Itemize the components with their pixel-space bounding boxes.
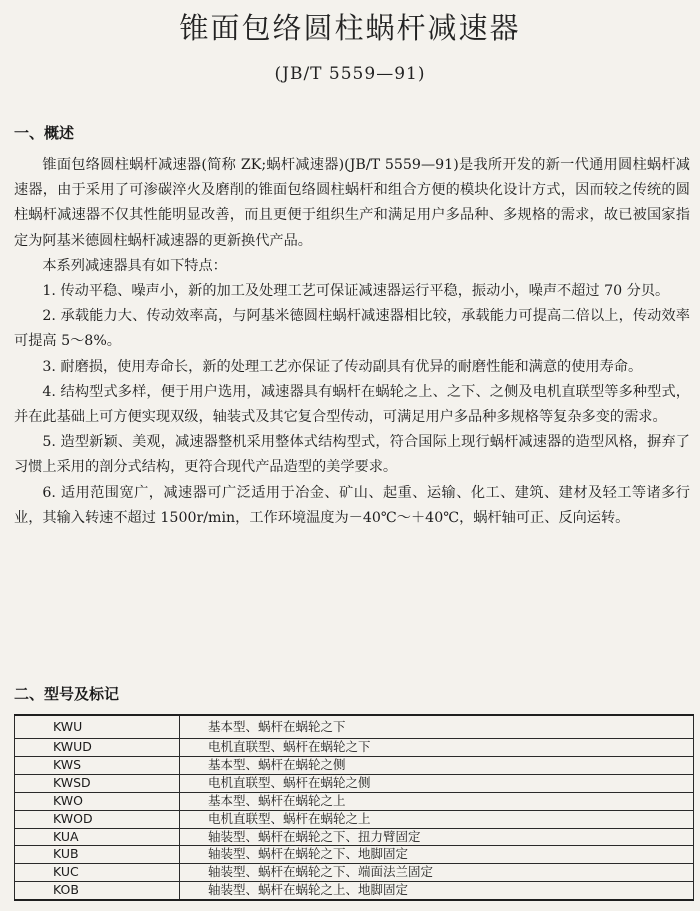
model-description-cell: 轴装型、蜗杆在蜗轮之下、端面法兰固定 [180,864,694,882]
model-code-cell: KUC [15,864,180,882]
model-code-cell: KWU [15,715,180,739]
model-code-cell: KWS [15,756,180,774]
paragraph-feature-3: 3. 耐磨损，使用寿命长，新的处理工艺亦保证了传动副具有优异的耐磨性能和满意的使用寿命。 [42,358,643,375]
table-row [15,882,694,900]
paragraph-feature-5: 5. 造型新颖、美观，减速器整机采用整体式结构型式，符合国际上现行蜗杆减速器的造型风格，摒弃了习惯上采用的剖分式结构，更符合现代产品造型的美学要求。 [14,434,690,476]
model-description-cell: 基本型、蜗杆在蜗轮之侧 [180,756,694,774]
paragraph-intro: 锥面包络圆柱蜗杆减速器(简称 ZK;蜗杆减速器)(JB/T 5559—91)是我所开发的新一代通用圆柱蜗杆减速器，由于采用了可渗碳淬火及磨削的锥面包络圆柱蜗杆和组合方便的模块化设计方式，因而较之传统的圆柱蜗杆减速器不仅其性能明显改善，而且更便于组织生产和满足用户多品种、多规格的需求，故已被国家指定为阿基米德圆柱蜗杆减速器的更新换代产品。 [14,157,690,249]
model-code-table [14,714,694,901]
paragraph-feature-2: 2. 承载能力大、传动效率高，与阿基米德圆柱蜗杆减速器相比较，承载能力可提高二倍以上，传动效率可提高 5～8%。 [14,308,690,350]
model-code-cell: KUA [15,828,180,846]
table-row [15,774,694,792]
model-description-cell: 轴装型、蜗杆在蜗轮之下、地脚固定 [180,846,694,864]
section-heading-model-marking: 二、型号及标记 [14,685,120,703]
document-subtitle: (JB/T 5559—91) [274,64,426,84]
model-description-cell: 电机直联型、蜗杆在蜗轮之上 [180,810,694,828]
paragraph-feature-4: 4. 结构型式多样，便于用户选用，减速器具有蜗杆在蜗轮之上、之下、之侧及电机直联型等多种型式，并在此基础上可方便实现双级，轴装式及其它复合型传动，可满足用户多品种多规格等复杂多变的需求。 [14,383,690,426]
model-description-cell: 基本型、蜗杆在蜗轮之上 [180,792,694,810]
table-row [15,739,694,757]
table-row [15,756,694,774]
model-description-cell: 基本型、蜗杆在蜗轮之下 [180,715,694,739]
document-title: 锥面包络圆柱蜗杆减速器 [179,11,521,45]
model-code-cell: KWSD [15,774,180,792]
model-code-cell: KOB [15,882,180,900]
model-description-cell: 电机直联型、蜗杆在蜗轮之侧 [180,774,694,792]
table-row [15,810,694,828]
paragraph-feature-1: 1. 传动平稳、噪声小，新的加工及处理工艺可保证减速器运行平稳，振动小，噪声不超过 70 分贝。 [42,283,670,300]
table-row [15,792,694,810]
model-description-cell: 轴装型、蜗杆在蜗轮之下、扭力臂固定 [180,828,694,846]
section-heading-overview: 一、概述 [14,124,75,142]
paragraph-features-lead: 本系列减速器具有如下特点： [42,257,227,274]
table-row [15,828,694,846]
model-code-cell: KWOD [15,810,180,828]
table-row [15,846,694,864]
model-code-cell: KUB [15,846,180,864]
model-code-cell: KWUD [15,739,180,757]
paragraph-feature-6: 6. 适用范围宽广，减速器可广泛适用于冶金、矿山、起重、运输、化工、建筑、建材及轻工等诸多行业，其输入转速不超过 1500r/min，工作环境温度为－40℃～＋40℃，蜗杆轴可正、反向运转。 [14,484,690,526]
overview-body [14,153,690,531]
model-description-cell: 电机直联型、蜗杆在蜗轮之下 [180,739,694,757]
table-row [15,715,694,739]
model-code-cell: KWO [15,792,180,810]
table-row [15,864,694,882]
model-description-cell: 轴装型、蜗杆在蜗轮之上、地脚固定 [180,882,694,900]
